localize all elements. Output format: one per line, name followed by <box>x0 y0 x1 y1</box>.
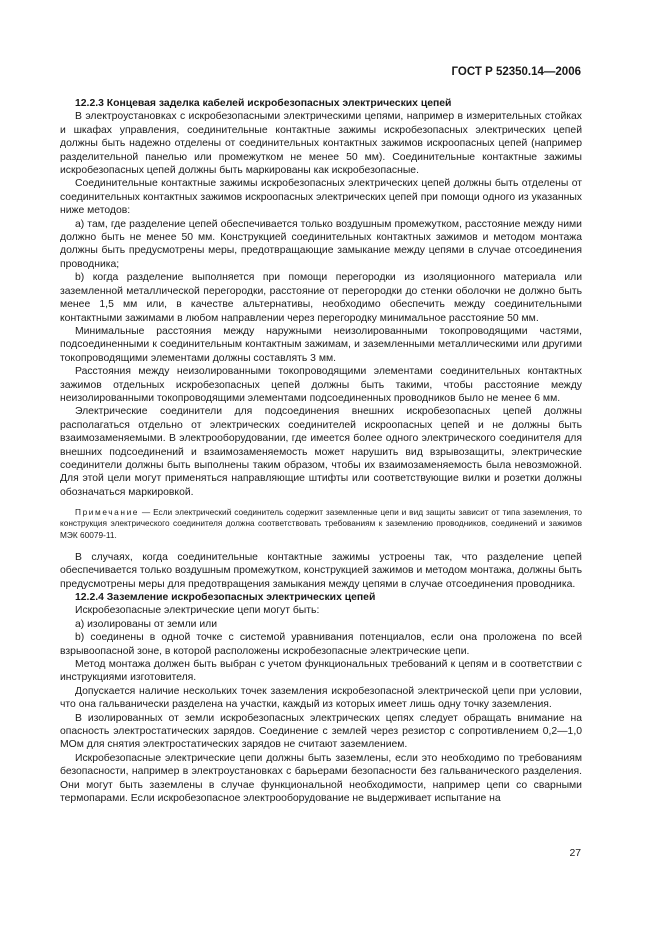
body-paragraph: а) там, где разделение цепей обеспечивается только воздушным промежутком, расстояние между ними должно быть не менее 50 мм. Конструкцией соединительных контактных зажимов и методом монтажа должны быть предусмотрены меры, предотвращающие замыкание между цепями в случае отсоединения проводника; <box>60 218 582 270</box>
body-paragraph: В случаях, когда соединительные контактные зажимы устроены так, что разделение цепей обеспечивается только воздушным промежутком, конструкцией зажимов и методом монтажа, должны быть предусмотрены меры для предотвращения замыкания между цепями в случае отсоединения проводника. <box>60 551 582 590</box>
body-paragraph: Минимальные расстояния между наружными неизолированными токопроводящими частями, подсоединенными к соединительным контактным зажимам, и заземленными металлическими или другими токопроводящими элементами должны составлять 3 мм. <box>60 325 582 364</box>
section-heading: 12.2.4 Заземление искробезопасных электрических цепей <box>75 592 376 604</box>
body-paragraph: b) соединены в одной точке с системой уравнивания потенциалов, если она проложена по всей взрывоопасной зоне, в которой расположены искробезопасные электрические цепи. <box>60 632 582 657</box>
body-paragraph: Искробезопасные электрические цепи должны быть заземлены, если это необходимо по требованиям безопасности, например в электроустановках с барьерами безопасности без гальванического разделения. Они могут быть заземлены в случае функциональной необходимости, например цепи со сварными термопарами. Если искробезопасное электрооборудование не выдерживает испытание на <box>60 752 582 805</box>
body-paragraph: Искробезопасные электрические цепи могут быть: <box>75 605 320 617</box>
section-heading: 12.2.3 Концевая заделка кабелей искробезопасных электрических цепей <box>75 98 452 109</box>
body-paragraph: Метод монтажа должен быть выбран с учетом функциональных требований к цепям и в соответствии с инструкциями изготовителя. <box>60 659 582 684</box>
document-id-header: ГОСТ Р 52350.14—2006 <box>451 66 581 78</box>
body-paragraph: Расстояния между неизолированными токопроводящими элементами соединительных контактных зажимов отдельных искробезопасных цепей должны быть такими, чтобы расстояние между неизолированными токопроводящими элементами подсоединенных проводников было не менее 6 мм. <box>60 366 582 404</box>
body-paragraph: В электроустановках с искробезопасными электрическими цепями, например в измерительных стойках и шкафах управления, соединительные контактные зажимы искробезопасных электрических цепей должны быть надежно отделены от соединительных контактных зажимов искроопасных цепей (например разделительной панелью или промежутком не менее 50 мм). Соединительные контактные зажимы искробезопасных цепей должны быть маркированы как искробезопасные. <box>60 111 582 177</box>
body-paragraph: b) когда разделение выполняется при помощи перегородки из изоляционного материала или заземленной металлической перегородки, расстояние от перегородки до стенки оболочки не должно быть менее 1,5 мм или, в качестве альтернативы, необходимо обеспечить между соединительными контактными зажимами в любом направлении через перегородку минимальное расстояние 50 мм. <box>60 272 582 324</box>
body-paragraph: В изолированных от земли искробезопасных электрических цепях следует обращать внимание на опасность электростатических зарядов. Соединение с землей через резистор с сопротивлением 0,2—1,0 МОм для снятия электростатических зарядов не считают заземлением. <box>60 712 582 751</box>
page-number: 27 <box>569 848 581 859</box>
body-paragraph: Допускается наличие нескольких точек заземления искробезопасной электрической цепи при условии, что она гальванически разделена на участки, каждый из которых имеет лишь одну точку заземления. <box>60 685 582 711</box>
document-body <box>60 97 582 806</box>
body-paragraph: а) изолированы от земли или <box>75 618 218 630</box>
note-label: Примечание <box>75 507 140 518</box>
body-paragraph: Соединительные контактные зажимы искробезопасных электрических цепей должны быть отделены от соединительных контактных зажимов искроопасных электрических цепей при помощи одного из указанных ниже методов: <box>60 178 582 217</box>
note-paragraph <box>60 507 582 541</box>
body-paragraph: Электрические соединители для подсоединения внешних искробезопасных цепей должны располагаться отдельно от электрических соединителей искроопасных цепей и не должны быть взаимозаменяемыми. В электрооборудовании, где имеется более одного электрического соединителя для внешних подсоединений и взаимозаменяемость может нарушить вид взрывозащиты, электрические соединители должны быть выполнены таким образом, чтобы их взаимозаменяемость была невозможной. Для этой цели могут применяться направляющие штифты или соответствующие вилки и розетки должны обозначаться маркировкой. <box>60 406 582 498</box>
note-text: — Если электрический соединитель содержит заземленные цепи и вид защиты зависит от типа заземления, то конструкция электрического соединителя должна соответствовать требованиям к заземлению проводников, соединений и зажимов МЭК 60079-11. <box>60 507 582 540</box>
